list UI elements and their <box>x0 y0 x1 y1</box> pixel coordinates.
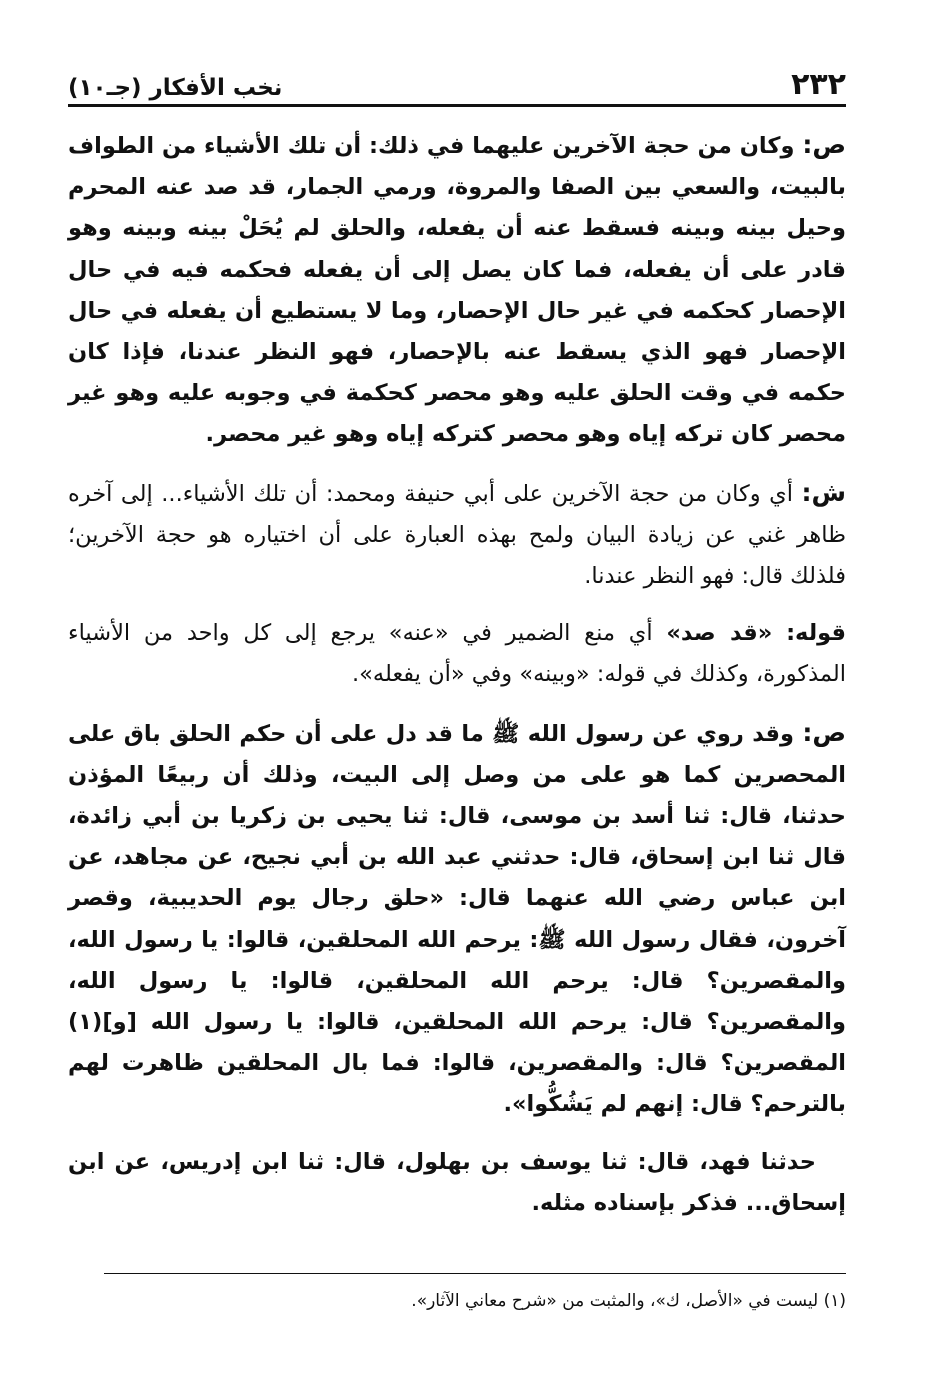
paragraph-matn-1 <box>68 124 846 456</box>
running-title: نخب الأفكار (جـ١٠) <box>68 75 283 101</box>
paragraph-lead: ص: <box>802 717 846 747</box>
paragraph-text: أي وكان من حجة الآخرين على أبي حنيفة ومحمد: أن تلك الأشياء... إلى آخره ظاهر غني عن زيادة البيان ولمح بهذه العبارة على أن اختياره هو حجة الآخرين؛ فلذلك قال: فهو النظر عندنا. <box>68 480 846 590</box>
paragraph-text: وقد روي عن رسول الله ﷺ ما قد دل على أن حكم الحلق باق على المحصرين كما هو على من وصل إلى البيت، وذلك أن ربيعًا المؤذن حدثنا، قال: ثنا أسد بن موسى، قال: ثنا يحيى بن زكريا بن أبي زائدة، قال ثنا ابن إسحاق، قال: حدثني عبد الله بن أبي نجيح، عن مجاهد، عن ابن عباس رضي الله عنهما قال: «حلق رجال يوم الحديبية، وقصر آخرون، فقال رسول الله ﷺ: يرحم الله المحلقين، قالوا: يا رسول الله، والمقصرين؟ قال: يرحم الله المحلقين، قالوا: يا رسول الله، والمقصرين؟ قال: يرحم الله المحلقين، قالوا: يا رسول الله [و](١) المقصرين؟ قال: والمقصرين، قالوا: فما بال المحلقين ظاهرت لهم بالترحم؟ قال: إنهم لم يَشُكُّوا». <box>68 720 846 1118</box>
paragraph-matn-3 <box>68 1142 846 1224</box>
paragraph-lead: ش: <box>801 477 846 507</box>
paragraph-lead: قوله: <box>786 620 846 647</box>
page-header <box>68 58 846 100</box>
paragraph-text: أي منع الضمير في «عنه» يرجع إلى كل واحد من الأشياء المذكورة، وكذلك في قوله: «وبينه» وفي «أن يفعله». <box>68 620 846 688</box>
paragraph-text: وكان من حجة الآخرين عليهما في ذلك: أن تلك الأشياء من الطواف بالبيت، والسعي بين الصفا والمروة، ورمي الجمار، قد صد عنه المحرم وحيل بينه وبينه فسقط عنه أن يفعله، والحلق لم يُحَلْ بينه وبينه وهو قادر على أن يفعله، فما كان يصل إلى أن يفعله فحكمه فيه في حال الإحصار كحكمه في غير حال الإحصار، وما لا يستطيع أن يفعله في حال الإحصار فهو الذي يسقط عنه بالإحصار، فهو النظر عندنا، فإذا كان حكمه في وقت الحلق عليه وهو محصر كحكمة في وجوبه عليه وهو غير محصر كان تركه إياه وهو محصر كتركه إياه وهو غير محصر. <box>68 133 846 448</box>
footnote: (١) ليست في «الأصل، ك»، والمثبت من «شرح معاني الآثار». <box>411 1291 846 1311</box>
page-number: ٢٣٢ <box>791 67 846 102</box>
paragraph-matn-2 <box>68 712 846 1126</box>
paragraph-lead: ص: <box>802 130 846 159</box>
paragraph-text: حدثنا فهد، قال: ثنا يوسف بن بهلول، قال: ثنا ابن إدريس، عن ابن إسحاق... فذكر بإسناده مثله. <box>68 1148 846 1216</box>
paragraph-qawluhu <box>68 613 846 695</box>
paragraph-sharh-1 <box>68 472 846 598</box>
footnote-divider <box>104 1273 846 1274</box>
quoted-phrase: «قد صد» <box>666 620 773 647</box>
header-divider <box>68 104 846 107</box>
main-text <box>68 124 846 1224</box>
